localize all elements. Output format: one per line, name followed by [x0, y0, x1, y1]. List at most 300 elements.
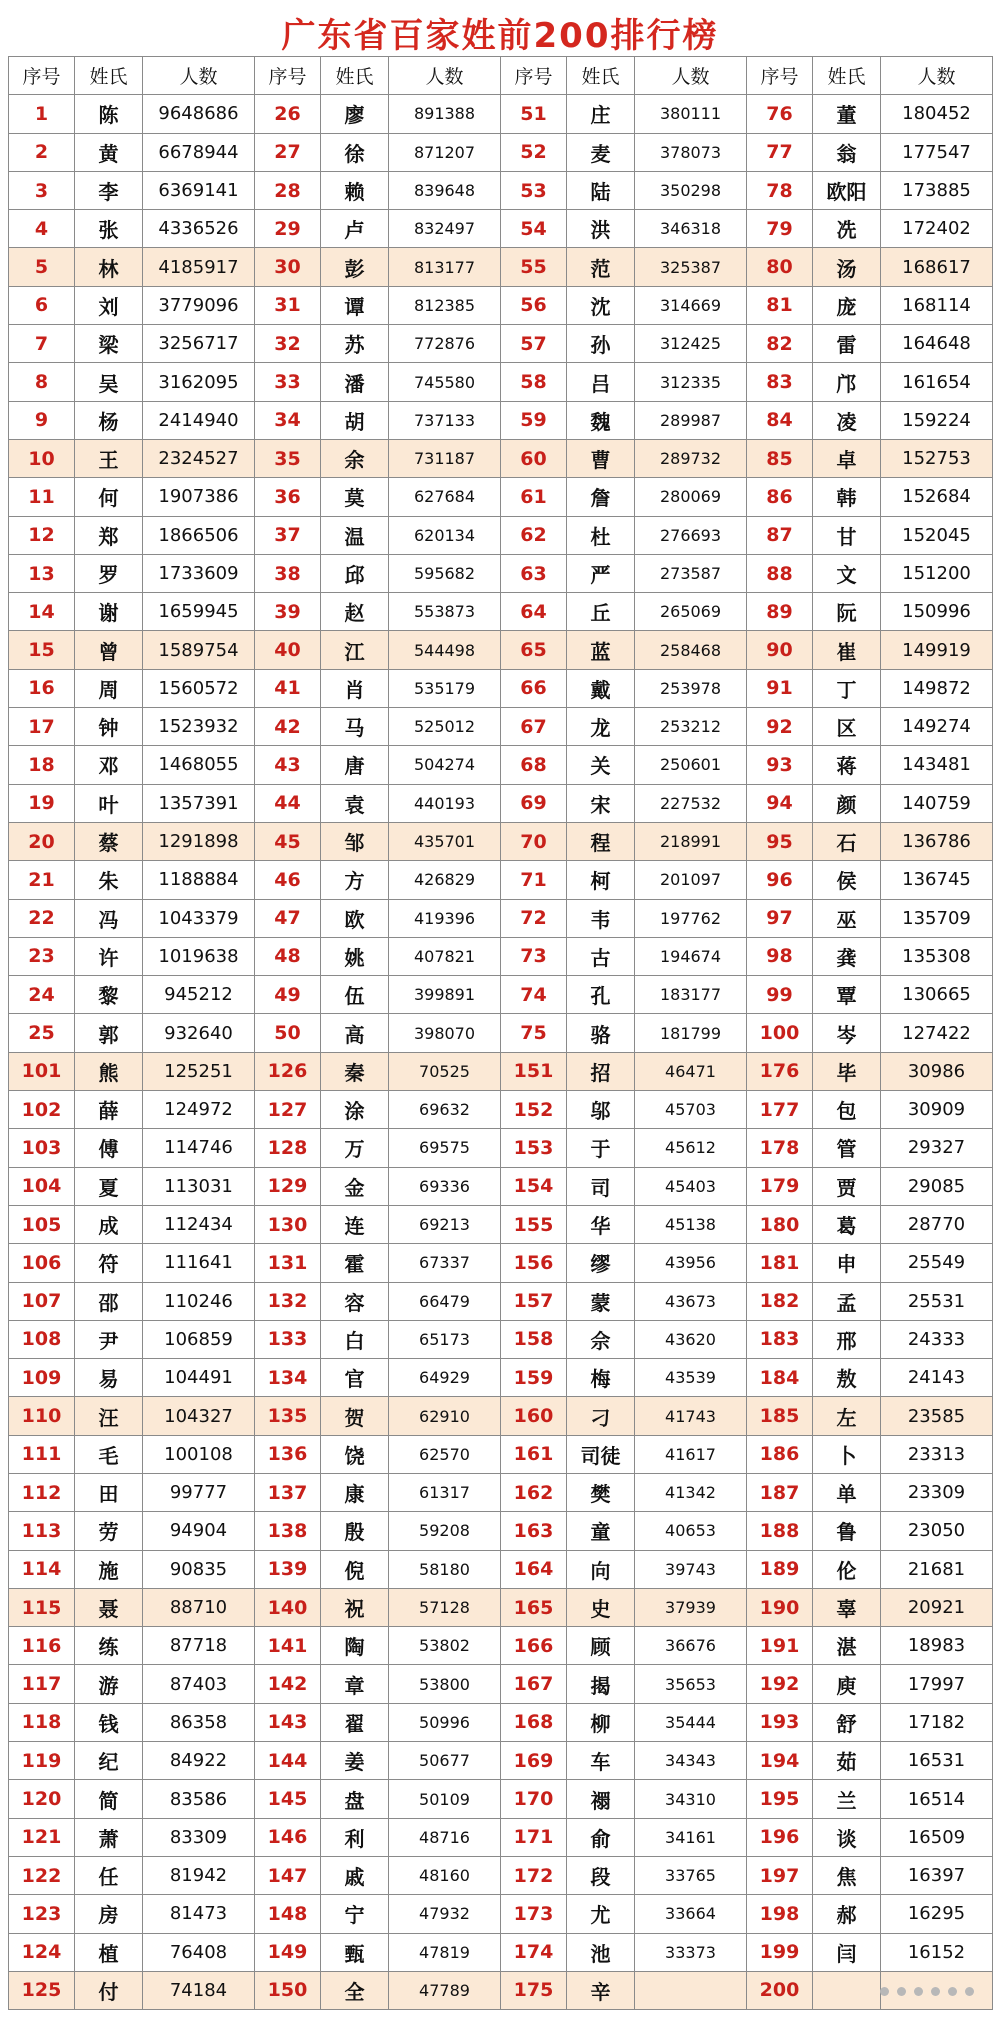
cell-count: 66479: [389, 1282, 501, 1320]
cell-count: 3779096: [143, 286, 255, 324]
cell-rank: 16: [9, 669, 75, 707]
cell-count: 891388: [389, 95, 501, 133]
cell-count: 2414940: [143, 401, 255, 439]
cell-rank: 133: [255, 1320, 321, 1358]
cell-count: 67337: [389, 1244, 501, 1282]
cell-rank: 135: [255, 1397, 321, 1435]
cell-surname: 朱: [75, 861, 143, 899]
cell-surname: 吴: [75, 363, 143, 401]
cell-surname: 周: [75, 669, 143, 707]
cell-count: 273587: [635, 554, 747, 592]
cell-surname: 施: [75, 1550, 143, 1588]
cell-surname: 郭: [75, 1014, 143, 1052]
cell-count: 135709: [881, 899, 993, 937]
cell-surname: 韦: [567, 899, 635, 937]
cell-surname: 田: [75, 1473, 143, 1511]
cell-rank: 29: [255, 210, 321, 248]
cell-rank: 62: [501, 516, 567, 554]
cell-surname: 容: [321, 1282, 389, 1320]
table-row: [9, 286, 993, 324]
cell-rank: 151: [501, 1052, 567, 1090]
cell-count: 34343: [635, 1742, 747, 1780]
cell-count: 1866506: [143, 516, 255, 554]
cell-count: 17182: [881, 1703, 993, 1741]
cell-rank: 43: [255, 746, 321, 784]
cell-surname: 全: [321, 1971, 389, 2009]
cell-rank: 56: [501, 286, 567, 324]
cell-rank: 123: [9, 1895, 75, 1933]
cell-surname: 韩: [813, 478, 881, 516]
header-count: 人数: [635, 57, 747, 95]
cell-rank: 96: [747, 861, 813, 899]
cell-count: 627684: [389, 478, 501, 516]
cell-count: 53802: [389, 1627, 501, 1665]
cell-count: 33765: [635, 1856, 747, 1894]
cell-count: 772876: [389, 325, 501, 363]
cell-count: 218991: [635, 822, 747, 860]
cell-count: 41342: [635, 1473, 747, 1511]
cell-surname: 庄: [567, 95, 635, 133]
cell-count: 1188884: [143, 861, 255, 899]
cell-surname: 方: [321, 861, 389, 899]
cell-count: 380111: [635, 95, 747, 133]
cell-surname: 鲁: [813, 1512, 881, 1550]
cell-count: 525012: [389, 708, 501, 746]
cell-surname: 贺: [321, 1397, 389, 1435]
cell-count: 86358: [143, 1703, 255, 1741]
cell-count: 180452: [881, 95, 993, 133]
table-row: [9, 1014, 993, 1052]
cell-surname: 练: [75, 1627, 143, 1665]
table-row: [9, 1512, 993, 1550]
cell-surname: 洪: [567, 210, 635, 248]
cell-count: 398070: [389, 1014, 501, 1052]
cell-rank: 34: [255, 401, 321, 439]
cell-surname: 古: [567, 937, 635, 975]
cell-rank: 87: [747, 516, 813, 554]
cell-rank: 161: [501, 1435, 567, 1473]
cell-count: 124972: [143, 1091, 255, 1129]
table-row: [9, 1129, 993, 1167]
cell-count: 731187: [389, 439, 501, 477]
cell-surname: 阮: [813, 593, 881, 631]
cell-rank: 119: [9, 1742, 75, 1780]
cell-rank: 193: [747, 1703, 813, 1741]
cell-count: 16514: [881, 1780, 993, 1818]
cell-surname: 成: [75, 1205, 143, 1243]
cell-rank: 187: [747, 1473, 813, 1511]
cell-count: 37939: [635, 1588, 747, 1626]
cell-count: 33373: [635, 1933, 747, 1971]
cell-surname: 邝: [813, 363, 881, 401]
cell-surname: 蒋: [813, 746, 881, 784]
table-row: [9, 631, 993, 669]
cell-surname: 房: [75, 1895, 143, 1933]
table-row: [9, 1473, 993, 1511]
cell-rank: 61: [501, 478, 567, 516]
cell-rank: 63: [501, 554, 567, 592]
cell-count: 164648: [881, 325, 993, 363]
cell-count: 30986: [881, 1052, 993, 1090]
cell-count: 378073: [635, 133, 747, 171]
cell-count: 114746: [143, 1129, 255, 1167]
cell-rank: 97: [747, 899, 813, 937]
cell-rank: 38: [255, 554, 321, 592]
cell-count: 140759: [881, 784, 993, 822]
cell-count: 41617: [635, 1435, 747, 1473]
cell-rank: 70: [501, 822, 567, 860]
cell-surname: 骆: [567, 1014, 635, 1052]
cell-count: 276693: [635, 516, 747, 554]
cell-count: 289987: [635, 401, 747, 439]
cell-rank: 32: [255, 325, 321, 363]
cell-surname: 萧: [75, 1818, 143, 1856]
cell-count: 62570: [389, 1435, 501, 1473]
cell-count: 136745: [881, 861, 993, 899]
cell-count: 64929: [389, 1359, 501, 1397]
cell-rank: 72: [501, 899, 567, 937]
cell-surname: 姚: [321, 937, 389, 975]
table-row: [9, 1588, 993, 1626]
cell-surname: 邱: [321, 554, 389, 592]
cell-count: 172402: [881, 210, 993, 248]
cell-count: 81942: [143, 1856, 255, 1894]
cell-rank: 186: [747, 1435, 813, 1473]
cell-count: 289732: [635, 439, 747, 477]
cell-rank: 93: [747, 746, 813, 784]
cell-rank: 171: [501, 1818, 567, 1856]
cell-rank: 74: [501, 976, 567, 1014]
cell-rank: 33: [255, 363, 321, 401]
cell-count: 94904: [143, 1512, 255, 1550]
cell-count: 130665: [881, 976, 993, 1014]
cell-surname: 池: [567, 1933, 635, 1971]
cell-rank: 12: [9, 516, 75, 554]
cell-rank: 192: [747, 1665, 813, 1703]
cell-surname: 禤: [567, 1780, 635, 1818]
cell-rank: 163: [501, 1512, 567, 1550]
cell-rank: 117: [9, 1665, 75, 1703]
cell-rank: 159: [501, 1359, 567, 1397]
page-title: 广东省百家姓前200排行榜: [281, 15, 719, 56]
cell-count: 553873: [389, 593, 501, 631]
watermark-dots-icon: [864, 1978, 974, 2004]
cell-rank: 137: [255, 1473, 321, 1511]
cell-rank: 13: [9, 554, 75, 592]
cell-rank: 18: [9, 746, 75, 784]
cell-surname: 邓: [75, 746, 143, 784]
cell-rank: 78: [747, 171, 813, 209]
cell-count: 69336: [389, 1167, 501, 1205]
cell-count: 25549: [881, 1244, 993, 1282]
cell-rank: 94: [747, 784, 813, 822]
cell-count: 1907386: [143, 478, 255, 516]
cell-rank: 155: [501, 1205, 567, 1243]
cell-count: 159224: [881, 401, 993, 439]
cell-surname: 彭: [321, 248, 389, 286]
cell-surname: 庾: [813, 1665, 881, 1703]
cell-surname: 史: [567, 1588, 635, 1626]
cell-surname: 戚: [321, 1856, 389, 1894]
cell-rank: 73: [501, 937, 567, 975]
table-body: [9, 95, 993, 2010]
cell-surname: 雷: [813, 325, 881, 363]
table-row: [9, 669, 993, 707]
table-row: [9, 708, 993, 746]
cell-count: 314669: [635, 286, 747, 324]
header-surname: 姓氏: [813, 57, 881, 95]
cell-surname: 梅: [567, 1359, 635, 1397]
cell-count: 99777: [143, 1473, 255, 1511]
cell-count: 33664: [635, 1895, 747, 1933]
cell-rank: 156: [501, 1244, 567, 1282]
cell-count: 435701: [389, 822, 501, 860]
cell-rank: 124: [9, 1933, 75, 1971]
cell-rank: 59: [501, 401, 567, 439]
table-row: [9, 1895, 993, 1933]
table-row: [9, 1627, 993, 1665]
cell-rank: 100: [747, 1014, 813, 1052]
cell-rank: 41: [255, 669, 321, 707]
cell-surname: 申: [813, 1244, 881, 1282]
cell-count: 50996: [389, 1703, 501, 1741]
cell-surname: 宁: [321, 1895, 389, 1933]
cell-rank: 179: [747, 1167, 813, 1205]
cell-rank: 110: [9, 1397, 75, 1435]
table-row: [9, 95, 993, 133]
table-row: [9, 1665, 993, 1703]
cell-surname: 夏: [75, 1167, 143, 1205]
cell-rank: 180: [747, 1205, 813, 1243]
cell-rank: 75: [501, 1014, 567, 1052]
cell-rank: 177: [747, 1091, 813, 1129]
table-row: [9, 1818, 993, 1856]
cell-rank: 140: [255, 1588, 321, 1626]
cell-surname: 蒙: [567, 1282, 635, 1320]
cell-surname: 钟: [75, 708, 143, 746]
cell-count: 1589754: [143, 631, 255, 669]
cell-surname: 涂: [321, 1091, 389, 1129]
cell-rank: 65: [501, 631, 567, 669]
cell-count: 253212: [635, 708, 747, 746]
cell-rank: 15: [9, 631, 75, 669]
cell-rank: 134: [255, 1359, 321, 1397]
cell-surname: 缪: [567, 1244, 635, 1282]
cell-count: 3256717: [143, 325, 255, 363]
cell-rank: 3: [9, 171, 75, 209]
cell-rank: 112: [9, 1473, 75, 1511]
cell-surname: 简: [75, 1780, 143, 1818]
cell-count: 1468055: [143, 746, 255, 784]
table-row: [9, 1359, 993, 1397]
cell-surname: 纪: [75, 1742, 143, 1780]
cell-surname: 邬: [567, 1091, 635, 1129]
cell-rank: 35: [255, 439, 321, 477]
cell-surname: 何: [75, 478, 143, 516]
cell-rank: 55: [501, 248, 567, 286]
cell-count: 125251: [143, 1052, 255, 1090]
cell-rank: 95: [747, 822, 813, 860]
cell-count: 161654: [881, 363, 993, 401]
cell-surname: 丁: [813, 669, 881, 707]
header-rank: 序号: [9, 57, 75, 95]
table-row: [9, 746, 993, 784]
table-row: [9, 822, 993, 860]
cell-rank: 88: [747, 554, 813, 592]
table-row: [9, 1397, 993, 1435]
cell-surname: 许: [75, 937, 143, 975]
cell-count: 3162095: [143, 363, 255, 401]
cell-rank: 89: [747, 593, 813, 631]
cell-count: 312335: [635, 363, 747, 401]
cell-rank: 52: [501, 133, 567, 171]
table-row: [9, 1091, 993, 1129]
cell-count: [635, 1971, 747, 2009]
cell-surname: 唐: [321, 746, 389, 784]
cell-rank: 47: [255, 899, 321, 937]
cell-count: 839648: [389, 171, 501, 209]
cell-rank: 181: [747, 1244, 813, 1282]
cell-rank: 199: [747, 1933, 813, 1971]
cell-count: 104327: [143, 1397, 255, 1435]
cell-count: 25531: [881, 1282, 993, 1320]
cell-surname: 章: [321, 1665, 389, 1703]
cell-surname: 欧阳: [813, 171, 881, 209]
cell-rank: 174: [501, 1933, 567, 1971]
cell-surname: 莫: [321, 478, 389, 516]
cell-count: 152684: [881, 478, 993, 516]
cell-surname: 谭: [321, 286, 389, 324]
cell-count: 47932: [389, 1895, 501, 1933]
table-row: [9, 1856, 993, 1894]
cell-count: 4185917: [143, 248, 255, 286]
table-row: [9, 439, 993, 477]
cell-surname: 郑: [75, 516, 143, 554]
cell-rank: 194: [747, 1742, 813, 1780]
cell-surname: 汪: [75, 1397, 143, 1435]
cell-count: 48716: [389, 1818, 501, 1856]
header-surname: 姓氏: [567, 57, 635, 95]
cell-rank: 190: [747, 1588, 813, 1626]
cell-count: 69632: [389, 1091, 501, 1129]
cell-count: 61317: [389, 1473, 501, 1511]
cell-rank: 69: [501, 784, 567, 822]
cell-surname: 司: [567, 1167, 635, 1205]
cell-rank: 128: [255, 1129, 321, 1167]
cell-rank: 48: [255, 937, 321, 975]
table-row: [9, 516, 993, 554]
cell-surname: 潘: [321, 363, 389, 401]
cell-count: 17997: [881, 1665, 993, 1703]
cell-rank: 22: [9, 899, 75, 937]
cell-count: 16509: [881, 1818, 993, 1856]
cell-surname: 江: [321, 631, 389, 669]
cell-surname: 覃: [813, 976, 881, 1014]
cell-surname: 祝: [321, 1588, 389, 1626]
cell-surname: 丘: [567, 593, 635, 631]
cell-rank: 49: [255, 976, 321, 1014]
cell-surname: 甄: [321, 1933, 389, 1971]
cell-surname: 白: [321, 1320, 389, 1358]
cell-count: 183177: [635, 976, 747, 1014]
table-row: [9, 937, 993, 975]
cell-surname: 黎: [75, 976, 143, 1014]
cell-surname: 廖: [321, 95, 389, 133]
cell-count: 135308: [881, 937, 993, 975]
cell-count: 1357391: [143, 784, 255, 822]
cell-count: 258468: [635, 631, 747, 669]
header-rank: 序号: [255, 57, 321, 95]
cell-surname: 梁: [75, 325, 143, 363]
cell-rank: 10: [9, 439, 75, 477]
cell-surname: 钱: [75, 1703, 143, 1741]
table-row: [9, 593, 993, 631]
cell-count: 83586: [143, 1780, 255, 1818]
cell-rank: 148: [255, 1895, 321, 1933]
table-row: [9, 171, 993, 209]
cell-rank: 141: [255, 1627, 321, 1665]
cell-surname: 利: [321, 1818, 389, 1856]
cell-rank: 188: [747, 1512, 813, 1550]
cell-rank: 116: [9, 1627, 75, 1665]
cell-count: 312425: [635, 325, 747, 363]
cell-count: 30909: [881, 1091, 993, 1129]
cell-rank: 84: [747, 401, 813, 439]
cell-rank: 101: [9, 1052, 75, 1090]
cell-rank: 129: [255, 1167, 321, 1205]
cell-surname: 林: [75, 248, 143, 286]
cell-rank: 104: [9, 1167, 75, 1205]
cell-surname: 盘: [321, 1780, 389, 1818]
cell-rank: 136: [255, 1435, 321, 1473]
cell-surname: 汤: [813, 248, 881, 286]
cell-rank: 66: [501, 669, 567, 707]
cell-rank: 54: [501, 210, 567, 248]
cell-surname: 邢: [813, 1320, 881, 1358]
cell-count: 136786: [881, 822, 993, 860]
cell-count: 932640: [143, 1014, 255, 1052]
cell-surname: 连: [321, 1205, 389, 1243]
cell-rank: 7: [9, 325, 75, 363]
cell-count: 87403: [143, 1665, 255, 1703]
cell-surname: 翟: [321, 1703, 389, 1741]
cell-rank: 20: [9, 822, 75, 860]
cell-count: 84922: [143, 1742, 255, 1780]
cell-surname: 孙: [567, 325, 635, 363]
cell-count: 1659945: [143, 593, 255, 631]
cell-surname: 金: [321, 1167, 389, 1205]
cell-count: 201097: [635, 861, 747, 899]
cell-surname: 冼: [813, 210, 881, 248]
cell-rank: 98: [747, 937, 813, 975]
cell-rank: 83: [747, 363, 813, 401]
cell-count: 250601: [635, 746, 747, 784]
cell-rank: 1: [9, 95, 75, 133]
cell-rank: 45: [255, 822, 321, 860]
cell-surname: 毕: [813, 1052, 881, 1090]
cell-rank: 81: [747, 286, 813, 324]
table-row: [9, 363, 993, 401]
cell-count: 504274: [389, 746, 501, 784]
cell-rank: 169: [501, 1742, 567, 1780]
cell-surname: 麦: [567, 133, 635, 171]
table-row: [9, 1244, 993, 1282]
cell-rank: 164: [501, 1550, 567, 1588]
table-row: [9, 1205, 993, 1243]
cell-surname: 吕: [567, 363, 635, 401]
cell-surname: 熊: [75, 1052, 143, 1090]
table-row: [9, 401, 993, 439]
